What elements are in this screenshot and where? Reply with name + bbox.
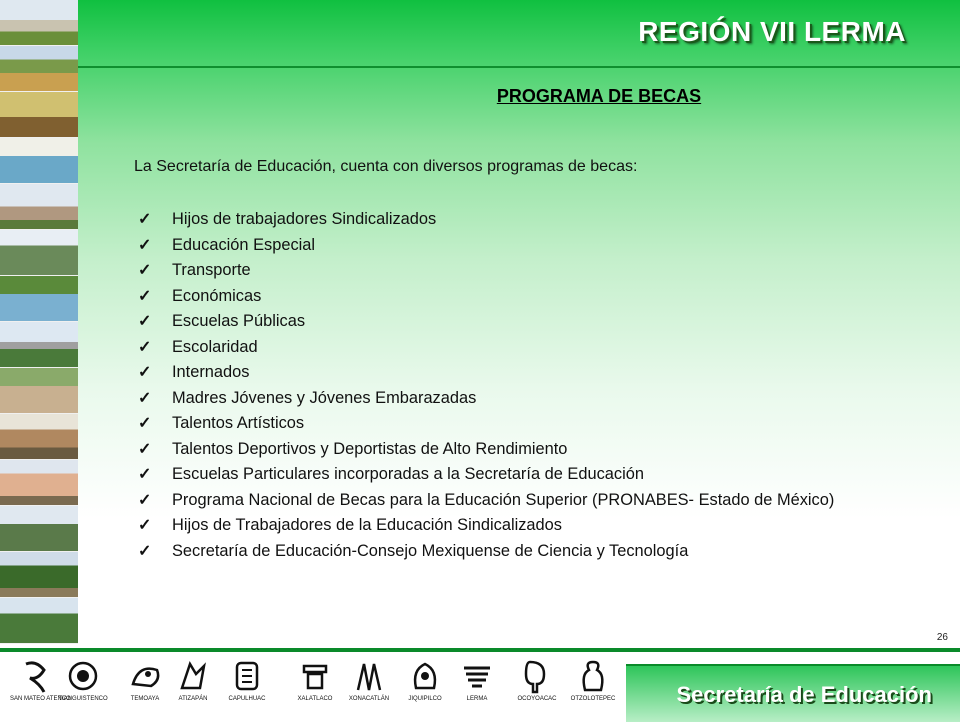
list-item-text: Económicas xyxy=(172,286,262,305)
photo-church xyxy=(0,460,78,506)
list-item-text: Transporte xyxy=(172,261,251,279)
photo-mountain xyxy=(0,322,78,368)
slide-title-text: PROGRAMA DE BECAS xyxy=(496,86,702,106)
municipality-name: ATIZAPÁN xyxy=(178,696,208,702)
photo-town xyxy=(0,184,78,230)
region-title: REGIÓN VII LERMA xyxy=(638,16,906,47)
list-item-text: Talentos Deportivos y Deportistas de Alto Rendimiento xyxy=(172,439,568,458)
check-icon: ✓ xyxy=(138,440,152,458)
list-item xyxy=(134,513,874,539)
org-name: Secretaría de Educación xyxy=(676,682,932,707)
check-icon: ✓ xyxy=(138,364,152,381)
glyph-icon xyxy=(18,658,52,694)
list-item xyxy=(134,488,874,514)
municipality-name: SAN MATEO ATENCO xyxy=(10,696,71,702)
list-item xyxy=(134,462,874,488)
municipality-logo xyxy=(222,658,272,703)
photo-valley xyxy=(0,506,78,552)
photo-lake xyxy=(0,598,78,644)
municipality-logo xyxy=(400,658,450,703)
municipality-logo xyxy=(512,658,562,703)
glyph-icon xyxy=(66,658,100,694)
municipality-logo xyxy=(10,658,71,703)
municipality-name: JIQUIPILCO xyxy=(408,696,442,702)
check-icon: ✓ xyxy=(138,211,152,228)
glyph-icon xyxy=(576,658,610,694)
list-item xyxy=(134,539,874,565)
photo-boat xyxy=(0,138,78,184)
title-divider xyxy=(78,66,960,68)
slide-body xyxy=(78,0,960,648)
check-icon: ✓ xyxy=(138,517,152,534)
photo-arches xyxy=(0,414,78,460)
photo-field xyxy=(0,46,78,92)
photo-reeds xyxy=(0,92,78,138)
municipality-name: OCOYOACAC xyxy=(517,696,557,702)
check-icon: ✓ xyxy=(138,415,152,432)
list-item-text: Escuelas Públicas xyxy=(172,312,306,330)
list-item-text: Madres Jóvenes y Jóvenes Embarazadas xyxy=(172,388,477,407)
check-icon: ✓ xyxy=(138,389,152,407)
list-item-text: Escuelas Particulares incorporadas a la Secretaría de Educación xyxy=(172,465,644,483)
list-item xyxy=(134,258,874,284)
municipality-logo xyxy=(452,658,502,703)
municipality-name: TIANGUISTENCO xyxy=(58,696,108,702)
photo-tree xyxy=(0,552,78,598)
list-item xyxy=(134,335,874,361)
municipality-logo xyxy=(120,658,170,703)
photo-monument xyxy=(0,0,78,46)
municipality-logo xyxy=(58,658,108,703)
photo-hills xyxy=(0,230,78,276)
glyph-icon xyxy=(352,658,386,694)
glyph-icon xyxy=(408,658,442,694)
list-item xyxy=(134,207,874,233)
list-item xyxy=(134,284,874,310)
glyph-icon xyxy=(176,658,210,694)
check-icon: ✓ xyxy=(138,466,152,483)
intro-text: La Secretaría de Educación, cuenta con diversos programas de becas: xyxy=(134,158,638,175)
municipality-name: TEMOAYA xyxy=(130,696,160,702)
list-item xyxy=(134,411,874,437)
check-icon: ✓ xyxy=(138,542,152,560)
municipality-name: OTZOLOTEPEC xyxy=(570,696,616,702)
list-item-text: Hijos de Trabajadores de la Educación Sindicalizados xyxy=(172,516,562,534)
municipality-name: XALATLACO xyxy=(297,696,333,702)
glyph-icon xyxy=(128,658,162,694)
photo-bridge xyxy=(0,276,78,322)
check-icon: ✓ xyxy=(138,236,152,254)
page-number: 26 xyxy=(936,632,948,643)
glyph-icon xyxy=(230,658,264,694)
list-item-text: Programa Nacional de Becas para la Educación Superior (PRONABES- Estado de México) xyxy=(172,490,835,509)
municipality-logo xyxy=(290,658,340,703)
footer xyxy=(0,652,960,720)
list-item-text: Escolaridad xyxy=(172,337,258,356)
list-item-text: Hijos de trabajadores Sindicalizados xyxy=(172,210,437,228)
photo-strip xyxy=(0,0,78,648)
slide-title xyxy=(78,86,960,107)
list-item xyxy=(134,360,874,386)
municipality-name: CAPULHUAC xyxy=(228,696,266,702)
check-icon: ✓ xyxy=(138,491,152,509)
municipality-logo xyxy=(568,658,618,703)
check-icon: ✓ xyxy=(138,313,152,330)
check-icon: ✓ xyxy=(138,287,152,305)
list-item xyxy=(134,437,874,463)
check-icon: ✓ xyxy=(138,338,152,356)
list-item-text: Internados xyxy=(172,363,250,381)
list-item xyxy=(134,386,874,412)
list-item-text: Talentos Artísticos xyxy=(172,414,305,432)
municipality-logo xyxy=(344,658,394,703)
photo-crowd xyxy=(0,368,78,414)
municipality-name: LERMA xyxy=(466,696,488,702)
glyph-icon xyxy=(520,658,554,694)
list-item xyxy=(134,309,874,335)
list-item-text: Educación Especial xyxy=(172,235,316,254)
org-banner xyxy=(626,664,960,722)
list-item-text: Secretaría de Educación-Consejo Mexiquense de Ciencia y Tecnología xyxy=(172,541,689,560)
glyph-icon xyxy=(460,658,494,694)
check-icon: ✓ xyxy=(138,262,152,279)
municipality-name: XONACATLÁN xyxy=(348,696,390,702)
scholarship-list xyxy=(134,207,874,564)
list-item xyxy=(134,233,874,259)
municipality-logo xyxy=(168,658,218,703)
glyph-icon xyxy=(298,658,332,694)
